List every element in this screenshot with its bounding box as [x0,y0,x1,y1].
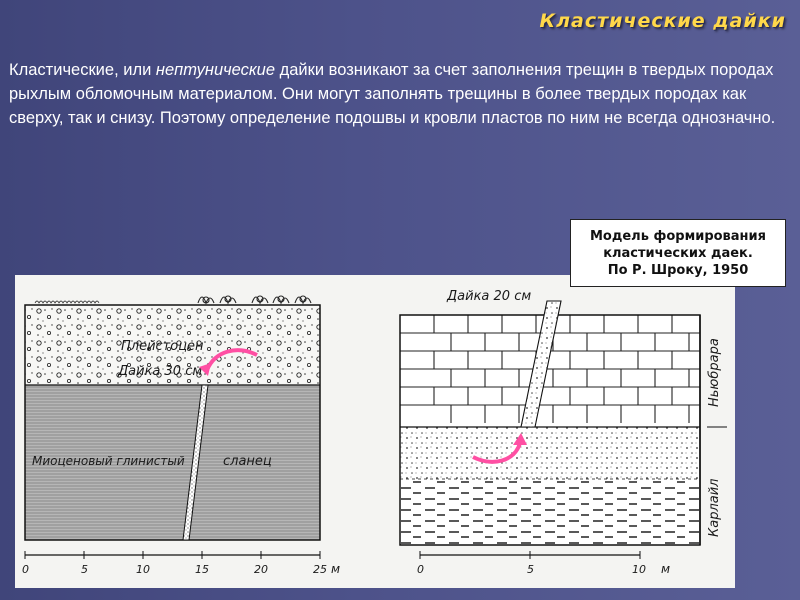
right-scale-unit: м [661,562,671,576]
right-tick-0: 0 [417,563,424,576]
left-tick-5: 5 [81,563,88,576]
left-scale-unit: м [331,562,341,576]
paragraph-rest: дайки возникают за счет заполнения трещин в твердых породах рыхлым обломочным материалом. Они могут заполнять трещины в более твердых породах как сверху, так и снизу. Поэтому определение подошвы и кровли пластов по ним не всегда однозначно. [9,61,776,127]
left-tick-15: 15 [195,563,209,576]
caption-line-1: Модель формирования [590,228,766,244]
paragraph-start: Кластические, или [9,61,156,79]
right-scale-bar [417,551,670,576]
label-miocene-shale-1: Миоценовый глинистый [32,454,185,468]
label-dike-30: Дайка 30 см [118,364,203,379]
label-dike-20: Дайка 20 см [447,289,532,304]
left-tick-10: 10 [136,563,150,576]
caption-line-2: кластических даек. [603,245,753,261]
surface-vegetation [35,296,311,303]
label-miocene-shale-2: сланец [223,454,272,469]
left-scale-bar [22,551,340,576]
caption-line-3: По Р. Шроку, 1950 [607,262,749,278]
label-carlile: Карлайл [707,478,722,537]
right-tick-10: 10 [632,563,646,576]
slide-title: Кластические дайки [539,10,786,32]
left-tick-20: 20 [254,563,268,576]
paragraph-emphasis: нептунические [155,61,276,79]
left-tick-25: 25 [313,563,327,576]
right-tick-5: 5 [527,563,534,576]
figure-caption-box [570,219,786,287]
label-pleistocene: Плейстоцен [121,339,204,354]
left-tick-0: 0 [22,563,29,576]
body-paragraph [9,58,779,130]
right-block-diagram [400,289,727,576]
schrock-dike-figure [15,275,735,588]
left-block-diagram [22,296,340,576]
label-niobrara: Ньюбрара [707,338,722,407]
